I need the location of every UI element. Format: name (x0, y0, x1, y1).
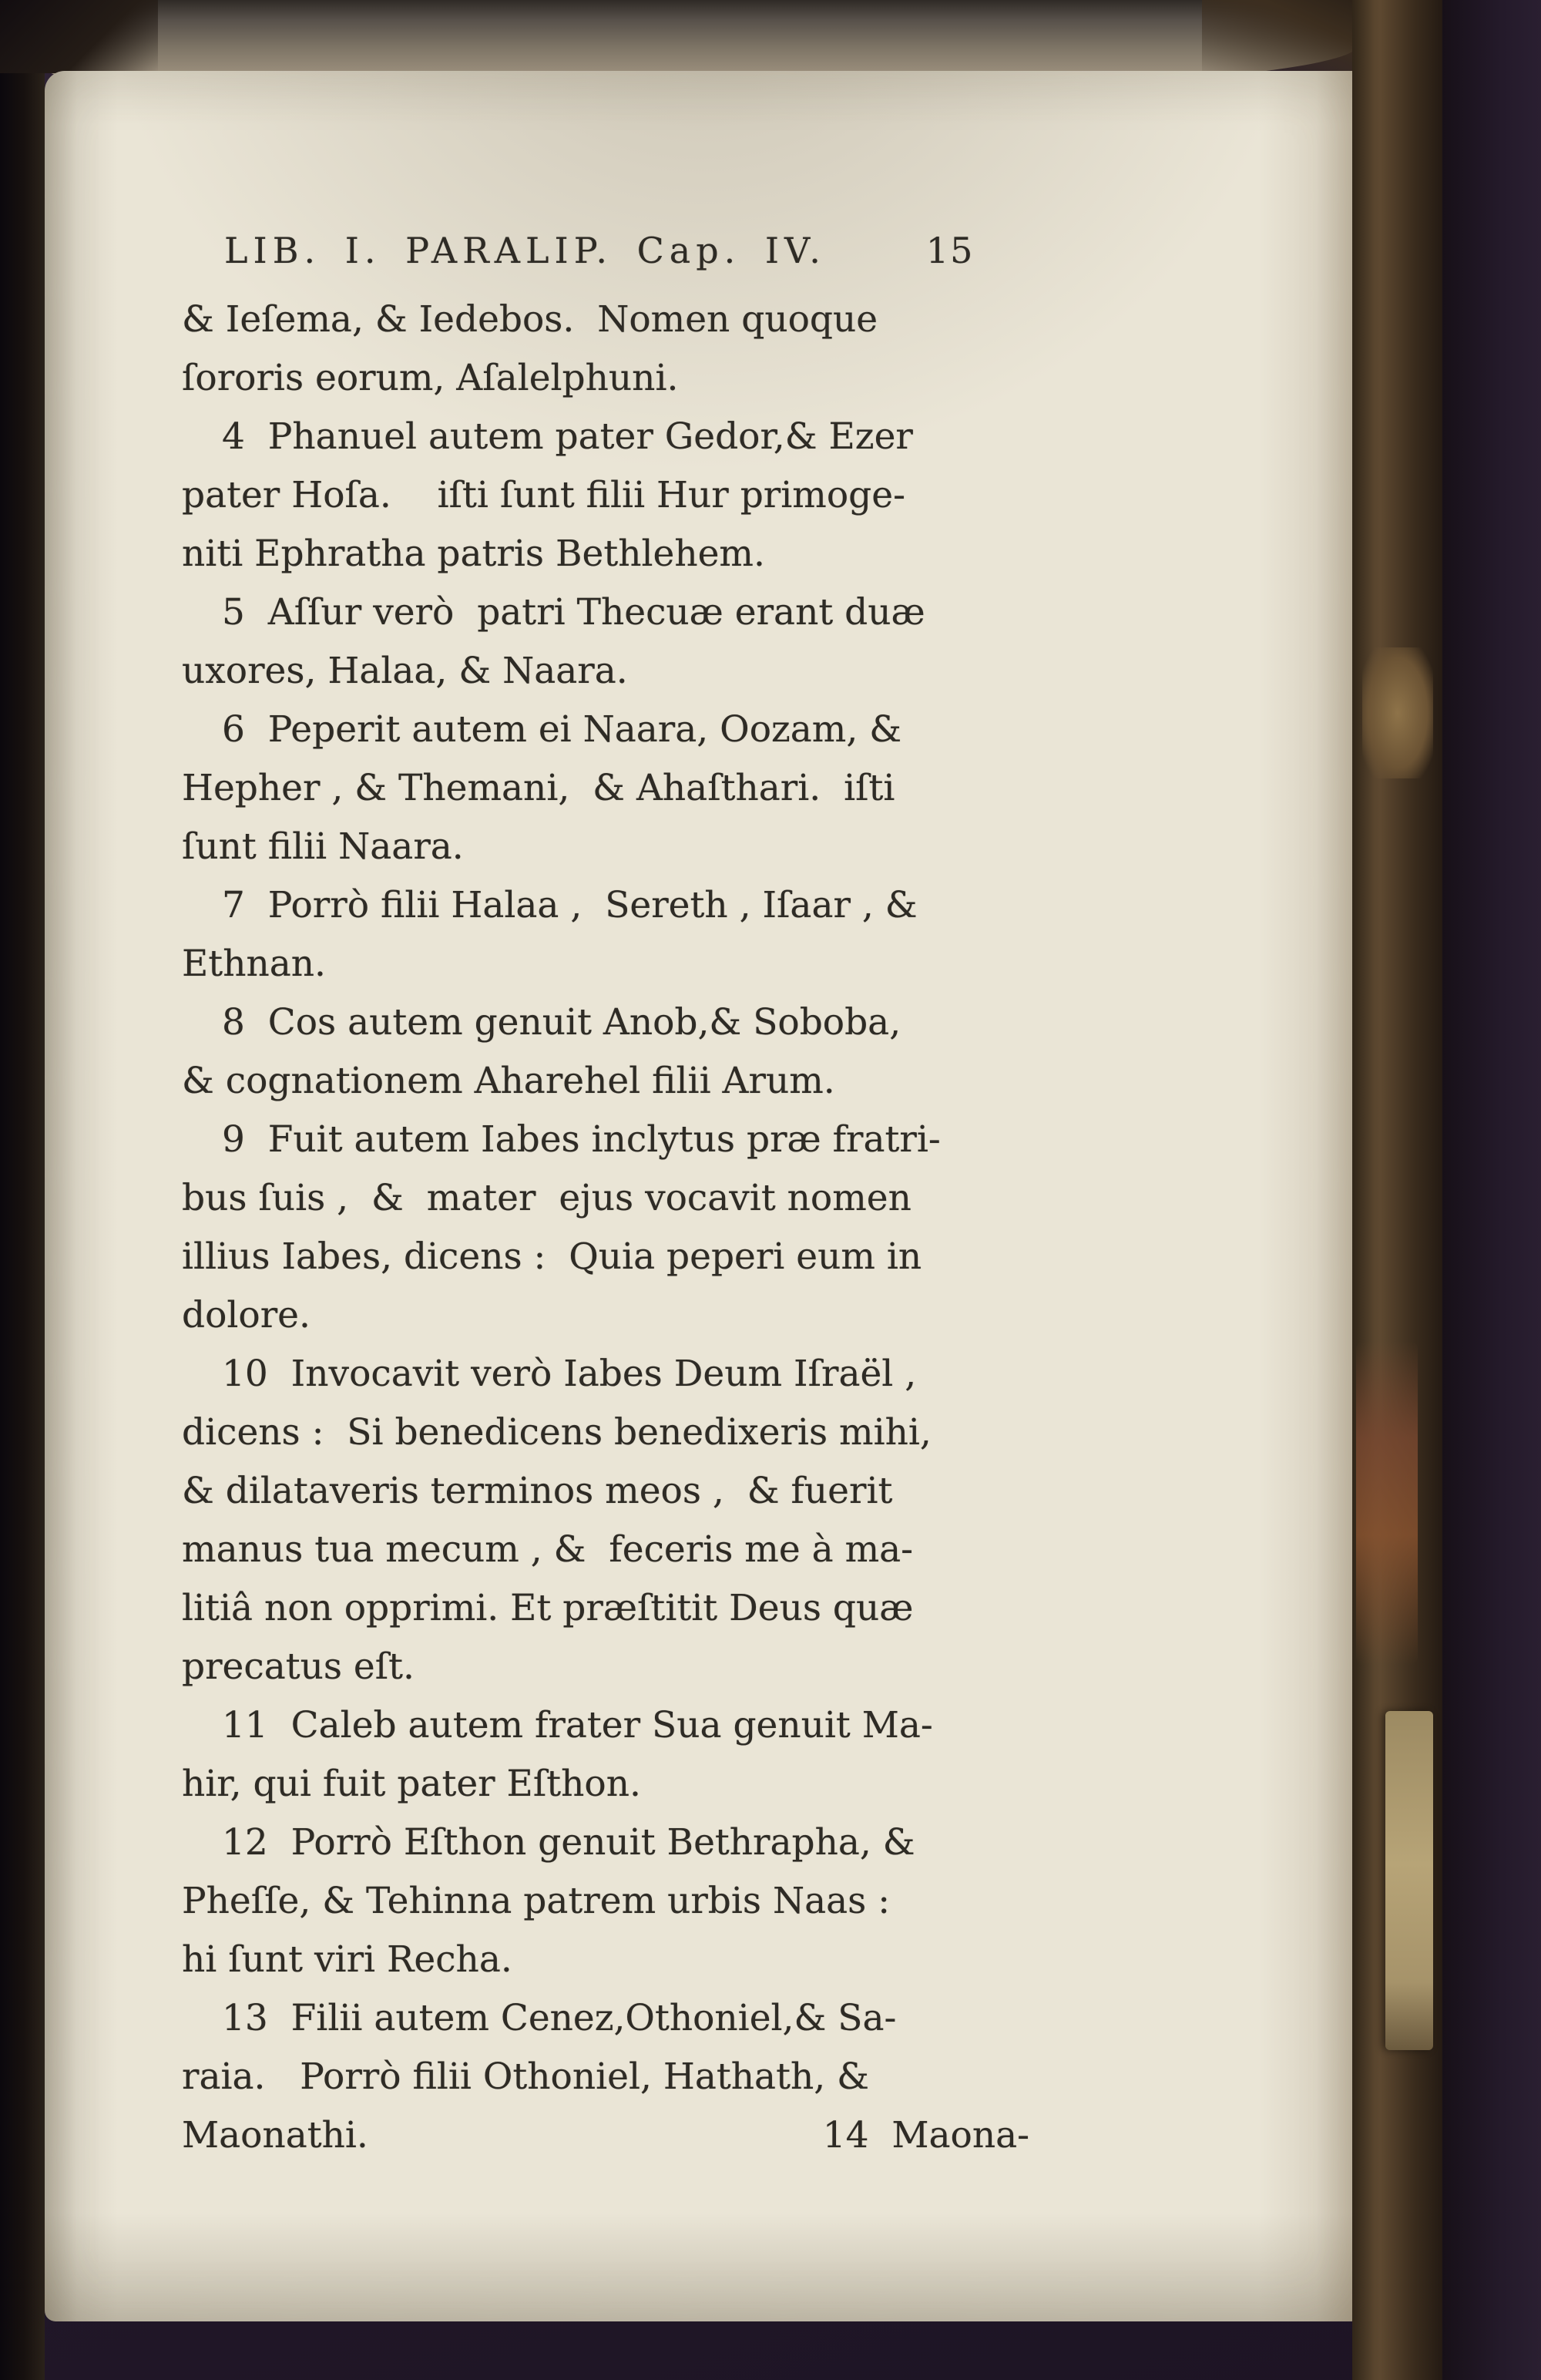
text-line-content: 8 Cos autem genuit Anob,& Soboba, (222, 1001, 901, 1044)
text-line (182, 1696, 1141, 1755)
text-line-content: pater Hoſa. iſti ſunt filii Hur primoge- (182, 474, 905, 516)
text-line (182, 701, 1141, 759)
text-line-content: 5 Aſſur verò patri Thecuæ erant duæ (222, 591, 925, 634)
text-line (182, 935, 1141, 993)
text-line (182, 1228, 1141, 1286)
text-line-content: hir, qui fuit pater Eſthon. (182, 1763, 641, 1805)
text-line (182, 1638, 1141, 1696)
text-line-content: precatus eſt. (182, 1645, 415, 1688)
text-line (182, 1579, 1141, 1638)
text-line-content: ſunt filii Naara. (182, 825, 464, 868)
text-line (182, 291, 1141, 349)
text-line (182, 2048, 1141, 2106)
text-line (182, 1872, 1141, 1931)
text-line (182, 1052, 1141, 1111)
text-line (182, 1755, 1141, 1814)
text-line-content: bus ſuis , & mater ejus vocavit nomen (182, 1177, 912, 1219)
text-line-content: 12 Porrò Eſthon genuit Bethrapha, & (222, 1821, 915, 1864)
text-line (182, 1989, 1141, 2048)
text-line (182, 466, 1141, 525)
text-line-content: illius Iabes, dicens : Quia peperi eum in (182, 1235, 922, 1278)
text-line (182, 759, 1141, 818)
text-line (182, 1345, 1141, 1403)
text-line-content: hi ſunt viri Recha. (182, 1938, 512, 1981)
text-line (182, 1403, 1141, 1462)
catchword: 14 Maona- (822, 2114, 1029, 2156)
text-line-content: 9 Fuit autem Iabes inclytus præ fratri- (222, 1118, 941, 1161)
text-line-content: 10 Invocavit verò Iabes Deum Iſraël , (222, 1353, 917, 1395)
text-line-content: & dilataveris terminos meos , & fuerit (182, 1470, 893, 1512)
book-page (45, 71, 1358, 2321)
text-line (182, 1462, 1141, 1521)
text-line (182, 993, 1141, 1052)
text-line-content: Hepher , & Themani, & Ahaſthari. iſti (182, 767, 895, 809)
text-line-content: niti Ephratha patris Bethlehem. (182, 533, 765, 575)
text-line-content: & Ieſema, & Iedebos. Nomen quoque (182, 298, 878, 341)
text-line (182, 642, 1141, 701)
background-right-dark (1442, 0, 1541, 2380)
text-line-content: ſororis eorum, Aſalelphuni. (182, 357, 679, 399)
text-line-content: manus tua mecum , & feceris me à ma- (182, 1528, 914, 1571)
text-line (182, 876, 1141, 935)
text-line-content: uxores, Halaa, & Naara. (182, 650, 628, 692)
text-line (182, 583, 1141, 642)
text-line (182, 408, 1141, 466)
running-head-title: LIB. I. PARALIP. Cap. IV. (224, 230, 826, 271)
text-line-content: litiâ non opprimi. Et præſtitit Deus quæ (182, 1587, 914, 1629)
text-line (182, 525, 1141, 583)
spine-leather-streak (1356, 1341, 1418, 1665)
text-line (182, 349, 1141, 408)
text-line-content: 13 Filii autem Cenez,Othoniel,& Sa- (222, 1997, 897, 2039)
text-line-content: raia. Porrò filii Othoniel, Hathath, & (182, 2056, 869, 2098)
text-line-content: 4 Phanuel autem pater Gedor,& Ezer (222, 415, 913, 458)
text-line (182, 1931, 1141, 1989)
cover-board-top-left (0, 0, 158, 73)
text-line-content: 11 Caleb autem frater Sua genuit Ma- (222, 1704, 933, 1746)
text-line (182, 818, 1141, 876)
text-lines (182, 291, 1141, 2165)
text-line-content: Ethnan. (182, 943, 326, 985)
text-line-content: & cognationem Aharehel filii Arum. (182, 1060, 835, 1102)
page-number: 15 (925, 230, 975, 271)
text-line (182, 1814, 1141, 1872)
text-line-content: 7 Porrò filii Halaa , Sereth , Iſaar , & (222, 884, 918, 926)
book-left-board-edge (0, 0, 45, 2380)
text-line (182, 1169, 1141, 1228)
text-line-content: Pheſſe, & Tehinna patrem urbis Naas : (182, 1880, 891, 1922)
text-line-content: dolore. (182, 1294, 311, 1336)
text-line (182, 1111, 1141, 1169)
text-line (182, 1286, 1141, 1345)
running-head (182, 221, 1141, 280)
page-text-block (182, 221, 1141, 2165)
text-line (182, 2106, 1141, 2165)
spine-bookmark-strip (1385, 1711, 1433, 2050)
text-line-content: 6 Peperit autem ei Naara, Oozam, & (222, 708, 902, 751)
spine-wear-patch (1362, 647, 1433, 778)
text-line (182, 1521, 1141, 1579)
text-line-content: dicens : Si benedicens benedixeris mihi, (182, 1411, 932, 1454)
text-line-content: Maonathi. (182, 2114, 368, 2156)
